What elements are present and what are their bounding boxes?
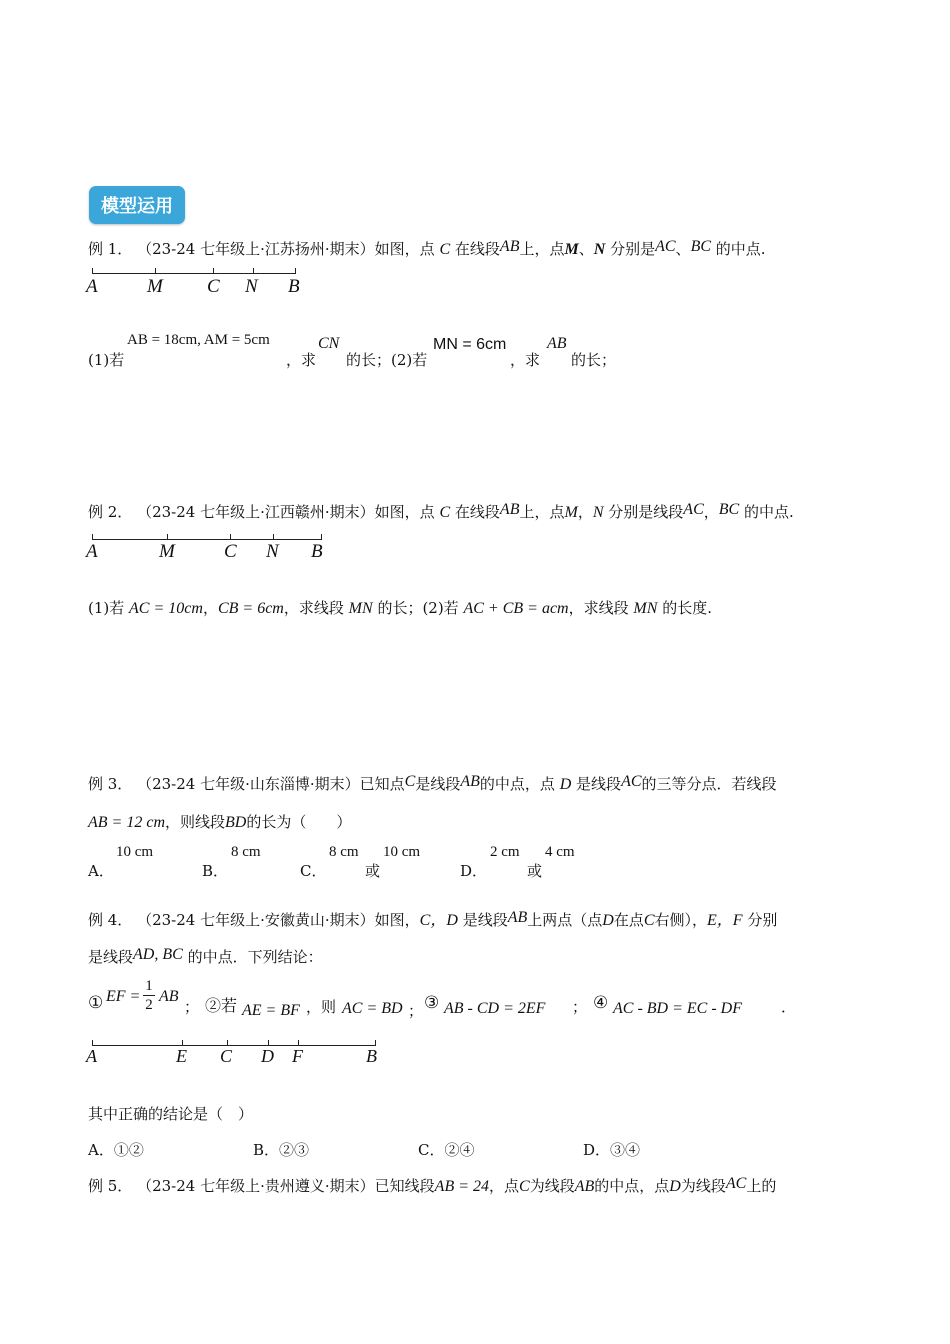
example-4-question: 其中正确的结论是（ ） [88, 1105, 254, 1123]
point-label: C [220, 1046, 233, 1066]
option-d[interactable]: D．③④ [583, 1141, 641, 1159]
point-label: M [159, 541, 175, 562]
example-label: 例 2． [88, 503, 133, 521]
option-c[interactable]: C．②④ [418, 1141, 475, 1159]
option-b[interactable]: B．②③ [253, 1141, 310, 1159]
example-source: （23-24 七年级上·贵州遵义·期末） [137, 1177, 375, 1195]
option-d[interactable]: D． [460, 862, 488, 880]
math-expression: MN = 6cm [433, 336, 507, 353]
point-label: A [86, 541, 98, 562]
example-source: （23-24 七年级上·安徽黄山·期末） [137, 911, 375, 929]
example-source: （23-24 七年级上·江西赣州·期末） [137, 503, 375, 521]
example-2-questions: (1)若 AC = 10cm，CB = 6cm，求线段 MN 的长；(2)若 AC + CB = acm，求线段 MN 的长度. [88, 599, 712, 617]
example-source: （23-24 七年级·山东淄博·期末） [137, 775, 360, 793]
point-label: B [311, 541, 323, 562]
point-label: C [207, 276, 220, 297]
example-5-statement: 例 5． （23-24 七年级上·贵州遵义·期末）已知线段AB = 24，点C为线段AB的中点，点D为线段AC上的 [88, 1175, 777, 1195]
example-4-statement-line2: 是线段AD, BC 的中点．下列结论： [88, 946, 323, 966]
point-label: N [266, 541, 279, 562]
option-a[interactable]: A．①② [88, 1141, 144, 1159]
example-1-statement: 例 1． （23-24 七年级上·江苏扬州·期末）如图，点 C 在线段AB上，点M、N 分别是AC、BC 的中点. [88, 238, 766, 258]
section-badge: 模型运用 [89, 186, 185, 224]
option-c[interactable]: C． [300, 862, 327, 880]
fraction: $\frac{1}{2}$ [143, 978, 155, 1015]
example-3-statement: 例 3． （23-24 七年级·山东淄博·期末）已知点C是线段AB的中点，点 D 是线段AC的三等分点．若线段 [88, 773, 777, 793]
example-label: 例 3． [88, 775, 133, 793]
example-label: 例 1． [88, 240, 133, 258]
point-label: E [176, 1046, 187, 1066]
option-a[interactable]: A． [88, 862, 114, 880]
math-expression: AB = 18cm, AM = 5cm [127, 332, 270, 348]
example-2-statement: 例 2． （23-24 七年级上·江西赣州·期末）如图，点 C 在线段AB上，点M，N 分别是线段AC，BC 的中点. [88, 501, 794, 521]
point-label: C [224, 541, 237, 562]
example-label: 例 4． [88, 911, 133, 929]
point-label: A [86, 276, 98, 297]
point-label: B [288, 276, 300, 297]
example-3-statement-line2: AB = 12 cm，则线段BD的长为（ ） [88, 813, 352, 831]
point-label: B [366, 1046, 377, 1066]
point-label: M [147, 276, 163, 297]
point-label: N [245, 276, 258, 297]
option-b[interactable]: B． [202, 862, 229, 880]
example-label: 例 5． [88, 1177, 133, 1195]
example-source: （23-24 七年级上·江苏扬州·期末） [137, 240, 375, 258]
point-label: A [86, 1046, 97, 1066]
point-label: D [261, 1046, 274, 1066]
point-label: F [292, 1046, 303, 1066]
example-4-statement: 例 4． （23-24 七年级上·安徽黄山·期末）如图，C，D 是线段AB上两点（点D在点C右侧），E，F 分别 [88, 909, 778, 929]
